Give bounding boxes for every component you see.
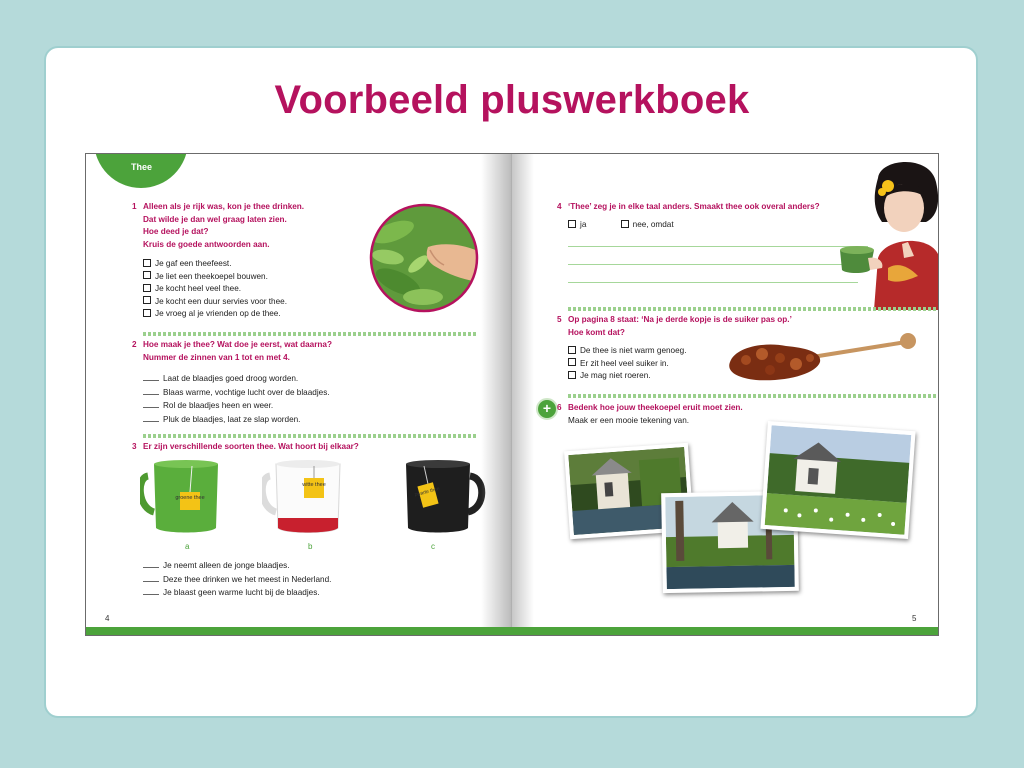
question-5-options [568,345,687,383]
prompt-line: ‘Thee’ zeg je in elke taal anders. Smaakt thee ook overal anders? [568,202,820,211]
section-divider [568,394,938,398]
checkbox-option[interactable] [621,220,674,229]
question-2-lines [143,372,330,426]
option-text: De thee is niet warm genoeg. [580,346,687,355]
black-mug-icon [398,456,488,536]
checkbox-option[interactable] [143,308,287,321]
option-text: Je kocht heel veel thee. [155,284,242,293]
checkbox[interactable] [568,346,576,354]
prompt-line: Er zijn verschillende soorten thee. Wat hoort bij elkaar? [143,442,359,451]
question-3-lines [143,559,331,600]
mug-letter: c [431,542,435,551]
checkbox-option[interactable] [143,296,287,309]
sugar-stick-photo [726,328,938,386]
page-footer-bar [86,627,938,635]
line-text: Pluk de blaadjes, laat ze slap worden. [163,414,301,424]
checkbox-option[interactable] [568,370,687,383]
question-number: 4 [557,202,562,211]
prompt-line: Hoe deed je dat? [143,227,209,236]
slide-title: Voorbeeld pluswerkboek [274,78,750,122]
prompt-line: Dat wilde je dan wel graag laten zien. [143,214,287,224]
line-text: Blaas warme, vochtige lucht over de blaadjes. [163,387,330,397]
checkbox-option[interactable] [143,283,287,296]
white-mug-icon [262,456,352,536]
option-text: Je mag niet roeren. [580,371,651,380]
answer-line[interactable] [568,246,868,247]
section-divider [143,434,477,438]
answer-blank[interactable] [143,559,159,568]
question-number: 2 [132,340,137,349]
checkbox[interactable] [621,220,629,228]
line-text: Je blaast geen warme lucht bij de blaadjes. [163,588,320,597]
answer-blank[interactable] [143,372,159,381]
prompt-line: Kruis de goede antwoorden aan. [143,239,270,249]
question-1 [132,201,373,251]
option-text: Je gaf een theefeest. [155,259,232,268]
woman-drinking-tea-photo [838,158,938,310]
line-text: Deze thee drinken we het meest in Nederland. [163,574,332,584]
mug-tag-text: groene thee [175,495,205,501]
question-4 [557,201,868,214]
prompt-line: Hoe komt dat? [568,327,625,337]
option-text: Je kocht een duur servies voor thee. [155,296,287,306]
checkbox[interactable] [143,309,151,317]
answer-blank[interactable] [143,386,159,395]
page-number-left: 4 [105,614,110,623]
checkbox[interactable] [143,271,151,279]
right-page [512,154,938,629]
fill-line[interactable] [143,372,330,386]
option-text: Je vroeg al je vrienden op de thee. [155,309,281,318]
page-number-right: 5 [912,614,917,623]
option-text: Je liet een theekoepel bouwen. [155,271,268,281]
section-divider [143,332,477,336]
chapter-tab-label: Thee [131,162,153,172]
answer-line[interactable] [568,264,868,265]
fill-line[interactable] [143,413,330,427]
mug-letter: a [185,542,190,551]
line-text: Je neemt alleen de jonge blaadjes. [163,561,290,570]
prompt-line: Hoe maak je thee? Wat doe je eerst, wat daarna? [143,340,332,349]
checkbox-option[interactable] [568,358,687,371]
question-2 [132,339,443,364]
fill-line[interactable] [143,586,331,600]
checkbox[interactable] [143,284,151,292]
checkbox-option[interactable] [568,345,687,358]
option-text: ja [580,220,587,229]
option-text: Er zit heel veel suiker in. [580,358,669,368]
line-text: Laat de blaadjes goed droog worden. [163,374,299,383]
fill-line[interactable] [143,559,331,573]
question-6 [557,402,868,427]
fill-line[interactable] [143,573,331,587]
checkbox-option[interactable] [143,271,287,284]
answer-blank[interactable] [143,413,159,422]
checkbox[interactable] [568,358,576,366]
prompt-line: Op pagina 8 staat: ‘Na je derde kopje is de suiker pas op.’ [568,315,792,324]
fill-line[interactable] [143,386,330,400]
mug-letter: b [308,542,313,551]
prompt-line: Alleen als je rijk was, kon je thee drinken. [143,202,305,211]
mug-tag-text: witte thee [302,482,326,488]
prompt-line: Bedenk hoe jouw theekoepel eruit moet zien. [568,403,743,412]
answer-blank[interactable] [143,399,159,408]
answer-blank[interactable] [143,573,159,582]
book-gutter-shadow [481,154,512,629]
question-1-options [143,258,287,321]
checkbox-option[interactable] [143,258,287,271]
section-divider [568,307,938,311]
instruction-line: Maak er een mooie tekening van. [568,415,690,425]
green-mug-icon [140,456,230,536]
checkbox[interactable] [143,296,151,304]
checkbox-option[interactable] [568,220,586,229]
plus-badge-icon: + [536,398,558,420]
checkbox[interactable] [568,220,576,228]
left-page [86,154,512,629]
answer-line[interactable] [568,282,858,283]
question-4-options [568,219,674,232]
fill-line[interactable] [143,399,330,413]
prompt-line: Nummer de zinnen van 1 tot en met 4. [143,352,290,362]
checkbox[interactable] [143,259,151,267]
workbook-spread [85,153,939,636]
question-number: 5 [557,315,562,324]
tea-pavilion-photo [760,421,915,539]
question-3 [132,441,463,454]
question-number: 1 [132,202,137,211]
option-text: nee, omdat [632,220,674,229]
question-number: 6 [557,403,562,412]
answer-blank[interactable] [143,586,159,595]
question-number: 3 [132,442,137,451]
tea-picking-photo [368,202,480,314]
checkbox[interactable] [568,371,576,379]
mug-tag-text: zwarte thee [413,485,441,499]
line-text: Rol de blaadjes heen en weer. [163,401,274,410]
